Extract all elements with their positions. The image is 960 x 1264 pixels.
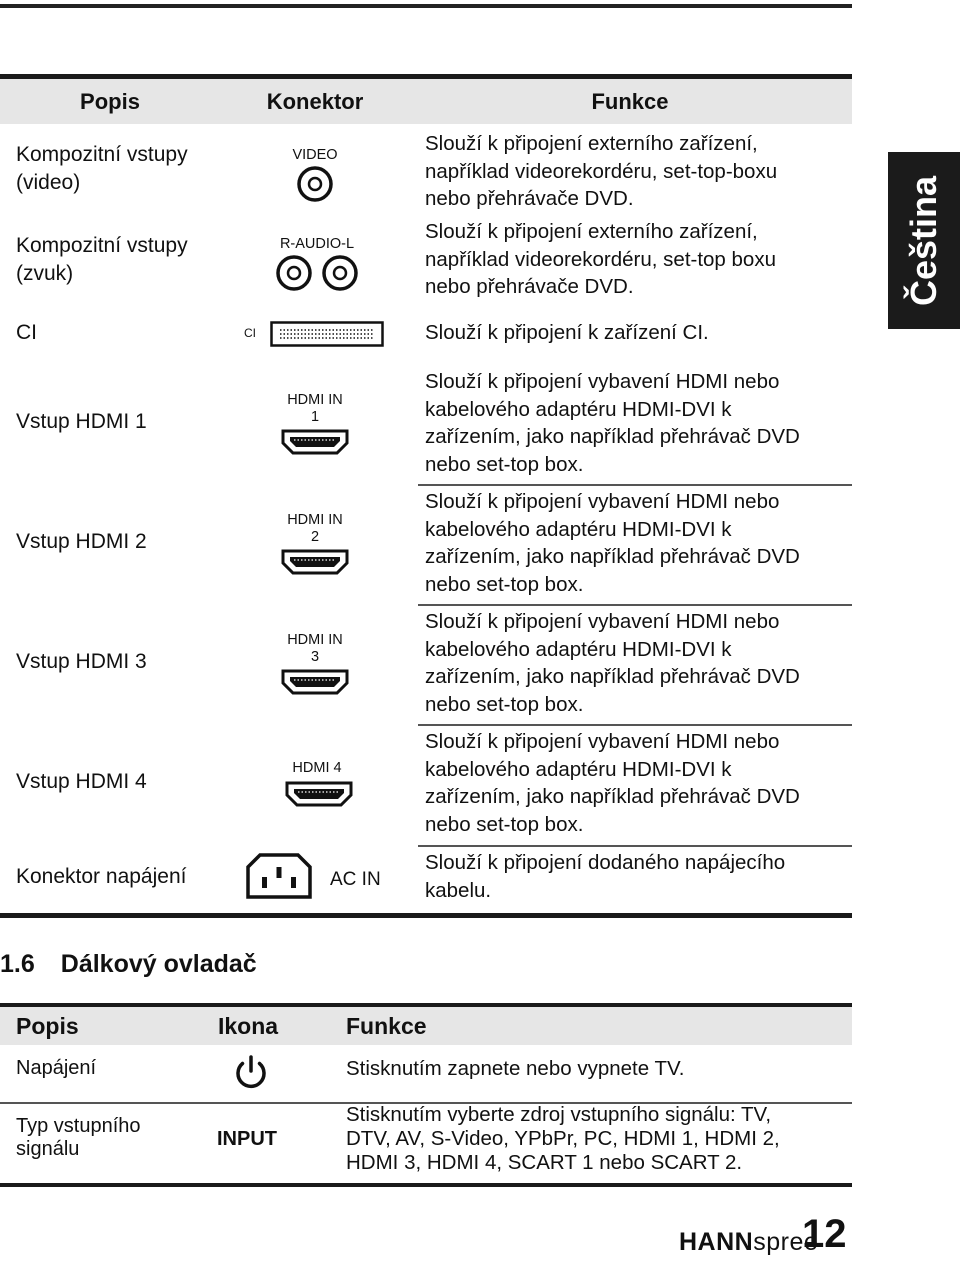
power-icon bbox=[233, 1054, 269, 1092]
row-description: CI bbox=[16, 321, 37, 344]
table-row bbox=[0, 726, 852, 842]
row-function: Slouží k připojení k zařízení CI. bbox=[425, 321, 709, 344]
func-line: Slouží k připojení dodaného napájecího bbox=[425, 851, 786, 874]
table-bottom-rule bbox=[0, 913, 852, 918]
language-tab bbox=[888, 152, 960, 329]
func-line: kabelového adaptéru HDMI-DVI k bbox=[425, 637, 732, 661]
section-number: 1.6 bbox=[0, 950, 35, 978]
table-row bbox=[0, 366, 852, 482]
func-line: zařízením, jako například přehrávač DVD bbox=[425, 785, 800, 808]
hdmi-port-icon bbox=[280, 668, 350, 696]
func-line: nebo přehrávače DVD. bbox=[425, 187, 634, 210]
hdmi-port-icon bbox=[280, 548, 350, 576]
brand-logo bbox=[679, 1228, 818, 1257]
func-line: kabelu. bbox=[425, 878, 492, 902]
row-function bbox=[425, 608, 845, 718]
header-konektor: Konektor bbox=[266, 89, 364, 114]
desc-line: Kompozitní vstupy bbox=[16, 234, 188, 257]
table-row bbox=[0, 132, 852, 216]
row-description: Vstup HDMI 2 bbox=[16, 530, 147, 553]
row-function bbox=[425, 218, 845, 301]
brand-bold: HANN bbox=[679, 1228, 754, 1256]
row-description bbox=[16, 1115, 141, 1161]
func-line: Slouží k připojení externího zařízení, bbox=[425, 132, 758, 155]
desc-line: signálu bbox=[16, 1138, 80, 1160]
table-header bbox=[0, 1007, 852, 1045]
top-rule bbox=[0, 4, 852, 8]
func-line: Slouží k připojení externího zařízení, bbox=[425, 220, 758, 243]
table-row bbox=[0, 220, 852, 314]
func-line: zařízením, jako například přehrávač DVD bbox=[425, 425, 800, 448]
func-line: kabelového adaptéru HDMI-DVI k bbox=[425, 517, 732, 541]
connector-label: VIDEO bbox=[292, 147, 338, 163]
connector-label bbox=[245, 392, 385, 426]
func-line: Stisknutím vyberte zdroj vstupního signálu: TV, bbox=[346, 1103, 772, 1126]
func-line: Slouží k připojení vybavení HDMI nebo bbox=[425, 730, 780, 753]
language-tab-label: Čeština bbox=[903, 175, 944, 306]
connector-label-line: 1 bbox=[310, 409, 320, 425]
ac-power-socket-icon bbox=[246, 853, 312, 899]
connector-label: CI bbox=[244, 326, 256, 340]
connector-label-line: 2 bbox=[310, 529, 320, 545]
table-row bbox=[0, 486, 852, 602]
func-line: například videorekordéru, set-top-boxu bbox=[425, 159, 778, 183]
connector-label bbox=[245, 512, 385, 546]
row-description: Vstup HDMI 3 bbox=[16, 650, 147, 673]
hdmi-port-icon bbox=[280, 428, 350, 456]
func-line: nebo set-top box. bbox=[425, 692, 584, 716]
row-function bbox=[425, 488, 845, 598]
connector-label bbox=[245, 632, 385, 666]
header-ikona: Ikona bbox=[218, 1013, 279, 1039]
header-popis: Popis bbox=[16, 1013, 79, 1039]
composite-jack-icon bbox=[296, 165, 334, 203]
table-row bbox=[0, 606, 852, 722]
connector-label: R-AUDIO-L bbox=[279, 236, 355, 252]
func-line: kabelového adaptéru HDMI-DVI k bbox=[425, 397, 732, 421]
table-row bbox=[0, 318, 852, 352]
row-function bbox=[425, 368, 845, 478]
func-line: zařízením, jako například přehrávač DVD bbox=[425, 545, 800, 568]
connector-label-line: HDMI IN bbox=[287, 632, 343, 648]
connector-label: HDMI 4 bbox=[292, 760, 342, 776]
row-description: Napájení bbox=[16, 1057, 97, 1079]
desc-line: Typ vstupního bbox=[16, 1115, 141, 1137]
connector-label-line: HDMI IN bbox=[287, 392, 343, 408]
func-line: kabelového adaptéru HDMI-DVI k bbox=[425, 757, 732, 781]
table-row bbox=[0, 1045, 852, 1101]
func-line: zařízením, jako například přehrávač DVD bbox=[425, 665, 800, 688]
row-description: Vstup HDMI 4 bbox=[16, 770, 147, 793]
ci-slot-icon bbox=[270, 321, 384, 347]
audio-jack-pair-icon bbox=[274, 254, 360, 292]
input-button-label: INPUT bbox=[217, 1128, 277, 1150]
func-line: DTV, AV, S-Video, YPbPr, PC, HDMI 1, HDMI 2, bbox=[346, 1127, 780, 1150]
func-line: Slouží k připojení vybavení HDMI nebo bbox=[425, 370, 780, 393]
row-function bbox=[425, 849, 845, 904]
table-bottom-rule bbox=[0, 1183, 852, 1187]
brand-light: spree bbox=[753, 1228, 819, 1256]
row-function bbox=[346, 1103, 780, 1175]
func-line: HDMI 3, HDMI 4, SCART 1 nebo SCART 2. bbox=[346, 1151, 743, 1174]
table-header bbox=[0, 79, 852, 124]
header-popis: Popis bbox=[80, 89, 140, 114]
func-line: nebo set-top box. bbox=[425, 572, 584, 596]
section-title: Dálkový ovladač bbox=[60, 950, 257, 978]
row-function: Stisknutím zapnete nebo vypnete TV. bbox=[346, 1057, 685, 1080]
row-function bbox=[425, 728, 845, 838]
func-line: Slouží k připojení vybavení HDMI nebo bbox=[425, 490, 780, 513]
desc-line: (zvuk) bbox=[16, 262, 74, 285]
connector-table bbox=[0, 74, 852, 918]
func-line: Slouží k připojení vybavení HDMI nebo bbox=[425, 610, 780, 633]
table-row bbox=[0, 847, 852, 911]
desc-line: (video) bbox=[16, 171, 81, 194]
header-funkce: Funkce bbox=[591, 89, 669, 114]
func-line: nebo set-top box. bbox=[425, 812, 584, 836]
table-row bbox=[0, 1103, 852, 1183]
func-line: nebo set-top box. bbox=[425, 452, 584, 476]
row-description bbox=[16, 141, 188, 197]
page-number: 12 bbox=[802, 1212, 847, 1256]
header-funkce: Funkce bbox=[346, 1013, 427, 1039]
row-function bbox=[425, 130, 845, 213]
desc-line: Kompozitní vstupy bbox=[16, 143, 188, 166]
remote-table bbox=[0, 1003, 852, 1187]
connector-label: AC IN bbox=[330, 869, 381, 890]
row-description: Konektor napájení bbox=[16, 865, 187, 888]
connector-label-line: 3 bbox=[310, 649, 320, 665]
func-line: například videorekordéru, set-top boxu bbox=[425, 247, 776, 271]
connector-label-line: HDMI IN bbox=[287, 512, 343, 528]
row-description: Vstup HDMI 1 bbox=[16, 410, 147, 433]
hdmi-port-icon bbox=[284, 780, 354, 808]
section-heading bbox=[0, 950, 257, 979]
func-line: nebo přehrávače DVD. bbox=[425, 275, 634, 298]
row-description bbox=[16, 232, 188, 288]
